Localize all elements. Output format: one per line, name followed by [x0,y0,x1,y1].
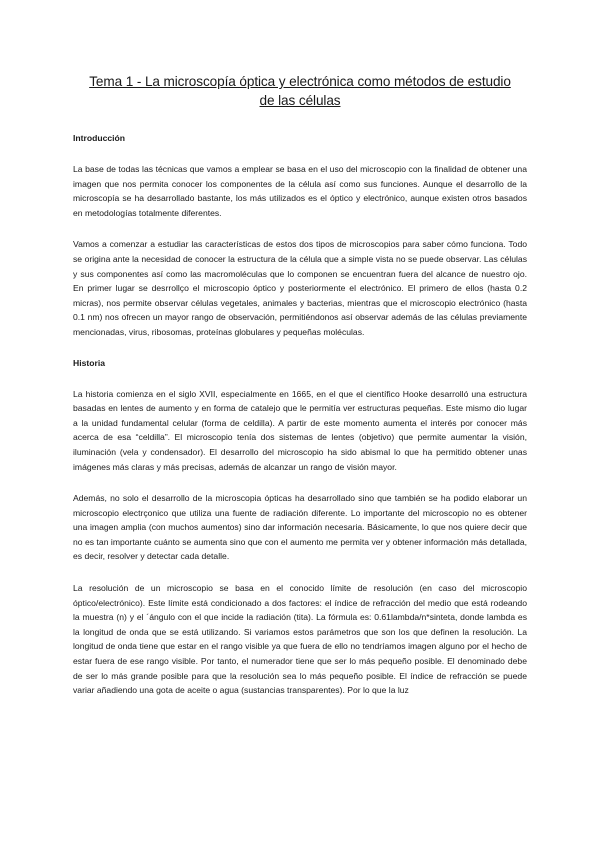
title-line-2: de las células [259,93,341,108]
paragraph: Además, no solo el desarrollo de la microscopia ópticas ha desarrollado sino que también se ha podido elaborar un microscopio electrçonico que utiliza una fuente de radiación diferente. Lo importante del microscopio no es obtener una imagen amplia (con muchos aumentos) sino dar información necesaria. Básicamente, lo que nos quiere decir que no es tan importante cuánto se aumenta sino que con el aumento me permita ver y obtener información más detallada, es decir, resolver y detectar cada detalle. [73,493,527,562]
section-introduccion [73,132,527,340]
title-line-1: Tema 1 - La microscopía óptica y electrónica como métodos de estudio [89,74,511,89]
page-title [73,72,527,110]
section-historia [73,357,527,698]
paragraph: La historia comienza en el siglo XVII, especialmente en 1665, en el que el científico Hooke desarrolló una estructura basadas en lentes de aumento y en forma de catalejo que le permitía ver estructuras pequeñas. Este mismo dio lugar a la unidad fundamental celular (forma de celdilla). A partir de este momento aumenta el interés por conocer más acerca de esa “celdilla”. El microscopio tenía dos sistemas de lentes (objetivo) que permite aumentar la visión, iluminación (vela y condensador). El desarrollo del microscopio ha sido abismal lo que ha permitido obtener unas imágenes más claras y más precisas, además de alcanzar un rango de visión mayor. [73,388,527,472]
section-heading: Introducción [73,133,126,143]
paragraph: La resolución de un microscopio se basa en el conocido límite de resolución (en caso del microscopio óptico/electrónico). Este límite está condicionado a dos factores: el índice de refracción del medio que está rodeando la muestra (n) y el ´ángulo con el que incide la radiación (tita). La fórmula es: 0.61lambda/n*sinteta, donde lambda es la longitud de onda que se está utilizando. Si variamos estos parámetros que son los que definen la resolución. La longitud de onda tiene que estar en el rango visible ya que fuera de ello no tendríamos imagen alguno por el hecho de estar fuera de ese rango visible. Por tanto, el numerador tiene que ser lo más pequeño posible. El denominado debe de ser lo más grande posible para que la resolución sea lo más pequeño posible. El índice de refracción se puede variar añadiendo una gota de aceite o agua (sustancias transparentes). Por lo que la luz [73,583,527,696]
paragraph: Vamos a comenzar a estudiar las características de estos dos tipos de microscopios para saber cómo funciona. Todo se origina ante la necesidad de conocer la estructura de la célula que a simple vista no se puede observar. Las células y sus componentes así como las macromoléculas que lo componen se encuentran fuera del alcance de nuestro ojo. En primer lugar se desrrollço el microscopio óptico y posteriormente el electrónico. El primero de ellos (hasta 0.2 micras), nos permite observar células vegetales, animales y bacterias, mientras que el microscopio electrónico (hasta 0.1 nm) nos ofrecen un mayor rango de observación, permitiéndonos así observar además de las células previamente mencionadas, virus, ribosomas, proteínas globulares y pequeñas moléculas. [73,239,527,337]
section-heading: Historia [73,357,105,368]
paragraph: La base de todas las técnicas que vamos a emplear se basa en el uso del microscopio con la finalidad de obtener una imagen que nos permita conocer los componentes de la célula así como sus funciones. Aunque el desarrollo de la microscopía se ha desarrollado bastante, los más utilizados es el óptico y electrónico, aunque existen otros basados en metodologías totalmente diferentes. [73,164,527,218]
